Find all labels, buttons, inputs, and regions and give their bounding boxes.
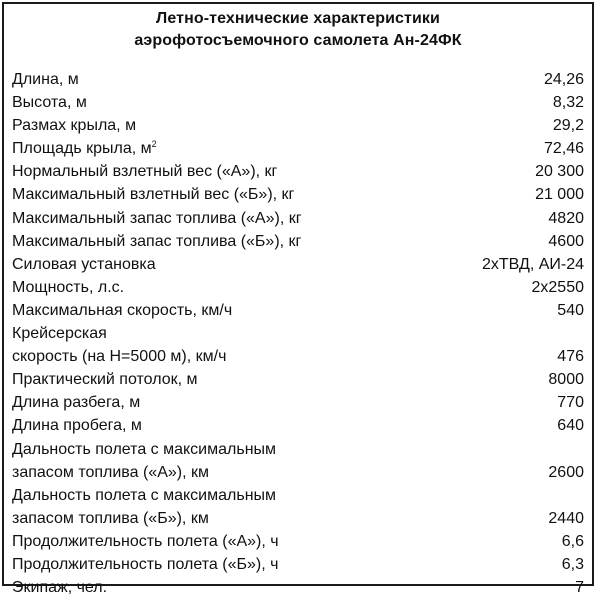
spec-value: 72,46 bbox=[543, 140, 584, 158]
spec-label-text: скорость (на Н=5000 м), км/ч bbox=[12, 348, 227, 366]
spec-label bbox=[12, 345, 557, 368]
spec-label bbox=[12, 253, 482, 276]
spec-value: 8000 bbox=[548, 371, 584, 389]
spec-value: 21 000 bbox=[535, 186, 584, 204]
spec-label bbox=[12, 91, 553, 114]
spec-row bbox=[12, 299, 584, 322]
spec-row bbox=[12, 160, 584, 183]
spec-row bbox=[12, 530, 584, 553]
spec-label-text: Дальность полета с максимальным bbox=[12, 440, 277, 458]
spec-value: 640 bbox=[557, 417, 584, 435]
spec-value: 2хТВД, АИ-24 bbox=[481, 255, 584, 273]
spec-label-text: Максимальный запас топлива («А»), кг bbox=[12, 209, 302, 227]
spec-label-text: запасом топлива («Б»), км bbox=[12, 509, 209, 527]
spec-label bbox=[12, 299, 557, 322]
spec-value: 476 bbox=[557, 348, 584, 366]
spec-row bbox=[12, 68, 584, 91]
spec-label bbox=[12, 276, 532, 299]
spec-label bbox=[12, 530, 562, 553]
spec-value: 2440 bbox=[548, 509, 584, 527]
spec-value: 2600 bbox=[548, 463, 584, 481]
spec-row bbox=[12, 414, 584, 437]
spec-label-text: Длина разбега, м bbox=[12, 394, 141, 412]
spec-value: 2х2550 bbox=[531, 278, 584, 296]
spec-label-text: Нормальный взлетный вес («А»), кг bbox=[12, 163, 278, 181]
spec-label-text: Продолжительность полета («А»), ч bbox=[12, 532, 279, 550]
spec-label bbox=[12, 507, 548, 530]
spec-label-text: Длина, м bbox=[12, 71, 79, 88]
spec-row bbox=[12, 576, 584, 599]
spec-label-text: Длина пробега, м bbox=[12, 417, 142, 435]
spec-label-text: запасом топлива («А»), км bbox=[12, 463, 209, 481]
spec-row bbox=[12, 438, 584, 461]
spec-value: 6,6 bbox=[561, 532, 584, 550]
spec-row bbox=[12, 137, 584, 160]
spec-value: 29,2 bbox=[552, 117, 584, 135]
spec-label bbox=[12, 183, 535, 206]
table-title-line2: аэрофотосъемочного самолета Ан-24ФК bbox=[134, 32, 462, 49]
spec-row bbox=[12, 507, 584, 530]
spec-value: 4600 bbox=[548, 232, 584, 250]
spec-label bbox=[12, 368, 548, 391]
spec-value: 20 300 bbox=[535, 163, 584, 181]
spec-value: 24,26 bbox=[543, 71, 584, 88]
spec-label-text: Крейсерская bbox=[12, 325, 107, 343]
table-title-line1: Летно-технические характеристики bbox=[156, 10, 440, 27]
spec-row bbox=[12, 391, 584, 414]
spec-row bbox=[12, 368, 584, 391]
spec-label-text: Продолжительность полета («Б»), ч bbox=[12, 555, 279, 573]
spec-label bbox=[12, 322, 584, 345]
spec-value: 8,32 bbox=[552, 94, 584, 112]
spec-value: 770 bbox=[557, 394, 584, 412]
spec-label bbox=[12, 438, 584, 461]
spec-label bbox=[12, 230, 548, 253]
spec-label-text: Размах крыла, м bbox=[12, 117, 137, 135]
spec-label-text: Максимальная скорость, км/ч bbox=[12, 301, 233, 319]
spec-row bbox=[12, 207, 584, 230]
spec-label bbox=[12, 391, 557, 414]
spec-row bbox=[12, 322, 584, 345]
spec-row bbox=[12, 461, 584, 484]
spec-label-text: Экипаж, чел. bbox=[12, 579, 108, 597]
spec-row bbox=[12, 484, 584, 507]
spec-row bbox=[12, 553, 584, 576]
spec-value: 4820 bbox=[548, 209, 584, 227]
spec-row bbox=[12, 230, 584, 253]
spec-label bbox=[12, 414, 557, 437]
spec-row bbox=[12, 114, 584, 137]
spec-label bbox=[12, 207, 548, 230]
spec-label-text: Максимальный запас топлива («Б»), кг bbox=[12, 232, 302, 250]
spec-label bbox=[12, 484, 584, 507]
spec-value: 7 bbox=[575, 579, 584, 597]
spec-label-text: Дальность полета с максимальным bbox=[12, 486, 277, 504]
spec-label bbox=[12, 461, 548, 484]
spec-label bbox=[12, 114, 553, 137]
spec-label-text: Максимальный взлетный вес («Б»), кг bbox=[12, 186, 295, 204]
spec-row bbox=[12, 276, 584, 299]
spec-label bbox=[12, 68, 544, 91]
specs-table-frame bbox=[2, 2, 594, 597]
spec-row bbox=[12, 345, 584, 368]
specs-rows bbox=[4, 68, 592, 599]
spec-row bbox=[12, 91, 584, 114]
spec-label-text: Практический потолок, м bbox=[12, 371, 198, 389]
spec-label bbox=[12, 553, 562, 576]
spec-label-text: Силовая установка bbox=[12, 255, 156, 273]
spec-row bbox=[12, 183, 584, 206]
spec-label bbox=[12, 160, 535, 183]
spec-label bbox=[12, 576, 575, 599]
spec-label-text: Площадь крыла, м bbox=[12, 140, 152, 158]
spec-row bbox=[12, 253, 584, 276]
spec-label-text: Мощность, л.с. bbox=[12, 278, 125, 296]
spec-label bbox=[12, 137, 544, 160]
spec-value: 540 bbox=[557, 301, 584, 319]
spec-label-text: Высота, м bbox=[12, 94, 87, 112]
spec-value: 6,3 bbox=[561, 555, 584, 573]
spec-label-superscript: 2 bbox=[151, 139, 157, 150]
